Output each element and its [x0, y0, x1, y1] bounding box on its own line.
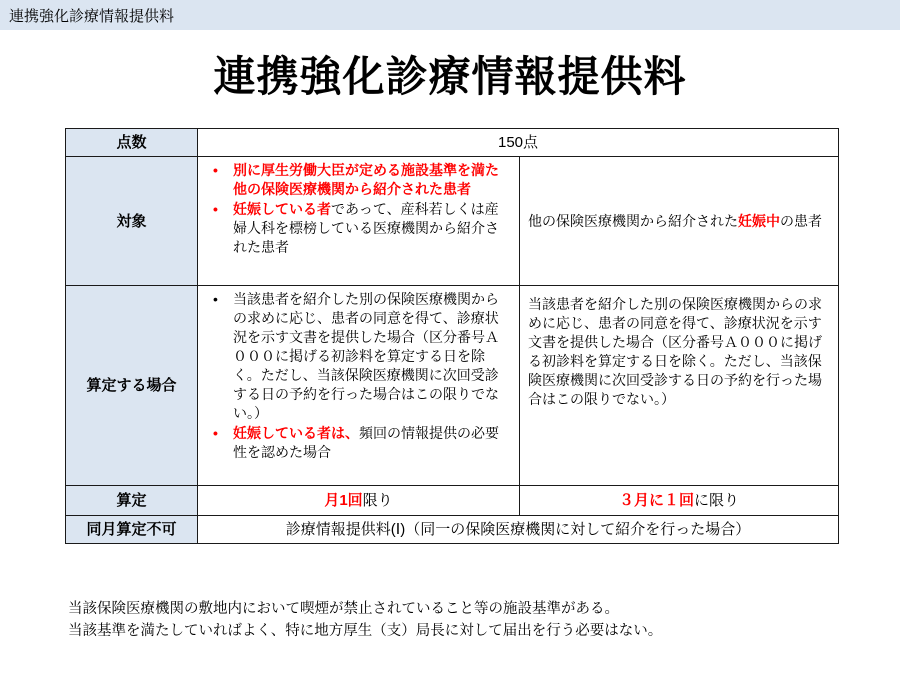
fee-table: [65, 128, 839, 544]
table-row-target: [66, 157, 839, 286]
frequency-left-cell: [198, 486, 520, 516]
target-left-cell: [198, 157, 520, 286]
target-right-pre: 他の保険医療機関から紹介された: [528, 212, 738, 229]
frequency-left-highlight: 月1回: [324, 492, 363, 509]
target-right-highlight: 妊娠中: [738, 212, 780, 229]
calc-case-bullet2-text: 頻回の情報提供の必要性を認めた場合: [233, 425, 499, 460]
table-row-frequency: [66, 486, 839, 516]
table-row-same-month: [66, 516, 839, 544]
same-month-value-cell: 診療情報提供料(Ⅰ)（同一の保険医療機関に対して紹介を行った場合）: [198, 516, 839, 544]
frequency-right-text: に限り: [694, 492, 740, 509]
calc-case-right-text: 当該患者を紹介した別の保険医療機関からの求めに応じ、患者の同意を得て、診療状況を示す文書を提供した場合（区分番号Ａ０００に掲げる初診料を算定する日を除く。ただし、当該保険医療機関に次回受診する日の予約を行った場合はこの限りでない。）: [528, 296, 822, 407]
frequency-right-highlight: ３月に１回: [618, 492, 694, 509]
list-item: [206, 424, 511, 462]
page-title: 連携強化診療情報提供料: [213, 53, 687, 100]
row-header-points: 点数: [66, 129, 198, 157]
list-item: [206, 161, 511, 199]
frequency-left-text: 限り: [362, 492, 393, 509]
target-right-post: の患者: [780, 212, 822, 229]
target-bullet1-text: 別に厚生労働大臣が定める施設基準を満た他の保険医療機関から紹介された患者: [233, 162, 499, 197]
bullet-icon: •: [213, 201, 218, 217]
slide-header-strip: [0, 0, 900, 30]
row-header-target: 対象: [66, 157, 198, 286]
bullet-icon: •: [213, 162, 218, 178]
bullet-icon: •: [213, 425, 218, 441]
target-bullet2-highlight: 妊娠している者: [233, 201, 331, 217]
calc-case-right-cell: [520, 286, 839, 486]
row-header-same-month: 同月算定不可: [66, 516, 198, 544]
list-item: [206, 200, 511, 257]
footnote-line2: 当該基準を満たしていればよく、特に地方厚生（支）局長に対して届出を行う必要はない。: [68, 623, 663, 639]
row-header-calc-case: 算定する場合: [66, 286, 198, 486]
slide-header-label: 連携強化診療情報提供料: [9, 7, 175, 25]
bullet-icon: •: [213, 291, 218, 307]
table-row-calc-case: [66, 286, 839, 486]
target-right-cell: [520, 157, 839, 286]
points-value-cell: 150点: [198, 129, 839, 157]
calc-case-left-cell: [198, 286, 520, 486]
calc-case-bullet1-text: 当該患者を紹介した別の保険医療機関からの求めに応じ、患者の同意を得て、診療状況を示す文書を提供した場合（区分番号Ａ０００に掲げる初診料を算定する日を除く。ただし、当該保険医療機関に次回受診する日の予約を行った場合はこの限りでない。）: [233, 291, 499, 421]
table-row-points: [66, 129, 839, 157]
footnote-line1: 当該保険医療機関の敷地内において喫煙が禁止されていること等の施設基準がある。: [68, 601, 619, 617]
row-header-frequency: 算定: [66, 486, 198, 516]
calc-case-bullet2-highlight: 妊娠している者は、: [233, 425, 359, 441]
frequency-right-cell: [520, 486, 839, 516]
list-item: [206, 290, 511, 423]
footnotes: [68, 598, 662, 642]
target-bullet2-text: であって、産科若しくは産婦人科を標榜している医療機関から紹介された患者: [233, 201, 499, 255]
